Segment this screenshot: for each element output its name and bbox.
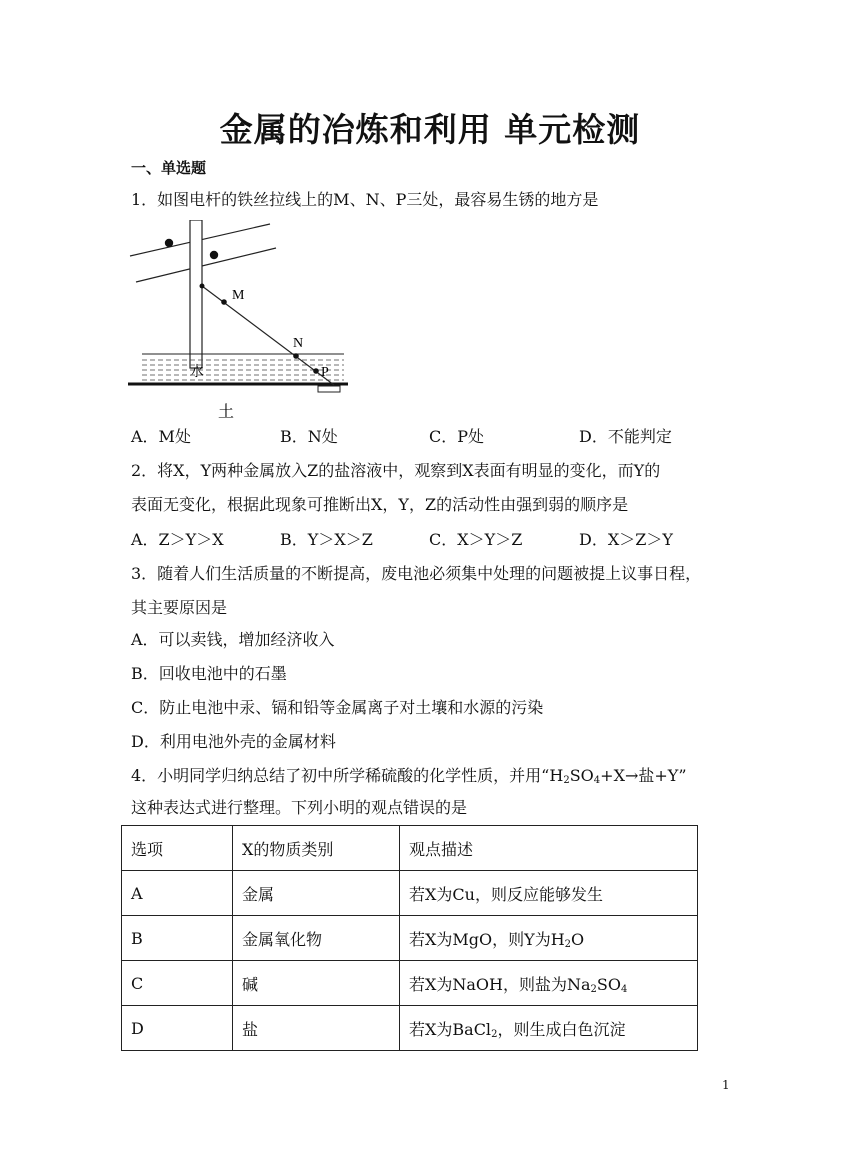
q2-option-c: C．X＞Y＞Z bbox=[429, 530, 523, 549]
header-category: X的物质类别 bbox=[233, 826, 400, 871]
label-soil: 土 bbox=[218, 402, 235, 420]
label-water: 水 bbox=[190, 364, 204, 380]
q1-pole-figure bbox=[128, 220, 368, 420]
q3-option-a: A．可以卖钱，增加经济收入 bbox=[131, 630, 335, 649]
cell-category: 金属 bbox=[233, 871, 400, 916]
q2-option-a: A．Z＞Y＞X bbox=[131, 530, 224, 549]
table-row bbox=[122, 871, 698, 916]
q2-option-d: D．X＞Z＞Y bbox=[579, 530, 673, 549]
cell-description: 若X为Cu，则反应能够发生 bbox=[400, 871, 698, 916]
q3-stem-line1: 3．随着人们生活质量的不断提高，废电池必须集中处理的问题被提上议事日程， bbox=[131, 564, 702, 583]
page-number: 1 bbox=[722, 1078, 730, 1092]
page-title: 金属的冶炼和利用 单元检测 bbox=[219, 110, 641, 149]
section-heading: 一、单选题 bbox=[131, 159, 207, 177]
cell-option: B bbox=[122, 916, 233, 961]
q3-option-d: D．利用电池外壳的金属材料 bbox=[131, 732, 336, 751]
q2-option-b: B．Y＞X＞Z bbox=[280, 530, 373, 549]
cell-description: 若X为MgO，则Y为$H_2O$ bbox=[400, 916, 698, 961]
q4-stem-line1: 4．小明同学归纳总结了初中所学稀硫酸的化学性质，并用“$H_2SO_4+X\to$盐+Y” bbox=[131, 766, 687, 786]
q1-option-d: D．不能判定 bbox=[579, 427, 672, 446]
q4-table bbox=[121, 825, 698, 1051]
cell-option: C bbox=[122, 961, 233, 1006]
q2-stem-line1: 2．将X，Y两种金属放入Z的盐溶液中，观察到X表面有明显的变化，而Y的 bbox=[131, 461, 661, 480]
header-description: 观点描述 bbox=[400, 826, 698, 871]
cell-option: D bbox=[122, 1006, 233, 1051]
q1-option-c: C．P处 bbox=[429, 427, 485, 446]
q3-option-b: B．回收电池中的石墨 bbox=[131, 664, 287, 683]
q1-option-b: B．N处 bbox=[280, 427, 338, 446]
label-m: M bbox=[232, 288, 245, 303]
cell-category: 金属氧化物 bbox=[233, 916, 400, 961]
table-row bbox=[122, 916, 698, 961]
cell-category: 碱 bbox=[233, 961, 400, 1006]
q1-stem: 1．如图电杆的铁丝拉线上的M、N、P三处，最容易生锈的地方是 bbox=[131, 190, 599, 209]
cell-category: 盐 bbox=[233, 1006, 400, 1051]
cell-description: 若X为BaCl$_2$，则生成白色沉淀 bbox=[400, 1006, 698, 1051]
cell-description: 若X为NaOH，则盐为$Na_2SO_4$ bbox=[400, 961, 698, 1006]
q1-option-a: A．M处 bbox=[131, 427, 191, 446]
table-header-row bbox=[122, 826, 698, 871]
q2-stem-line2: 表面无变化，根据此现象可推断出X，Y，Z的活动性由强到弱的顺序是 bbox=[131, 495, 629, 514]
header-option: 选项 bbox=[122, 826, 233, 871]
q4-stem-line2: 这种表达式进行整理。下列小明的观点错误的是 bbox=[131, 798, 468, 817]
table-row bbox=[122, 961, 698, 1006]
q3-option-c: C．防止电池中汞、镉和铅等金属离子对土壤和水源的污染 bbox=[131, 698, 544, 717]
label-p: P bbox=[321, 365, 329, 380]
table-row bbox=[122, 1006, 698, 1051]
label-n: N bbox=[293, 336, 304, 351]
cell-option: A bbox=[122, 871, 233, 916]
q3-stem-line2: 其主要原因是 bbox=[131, 598, 228, 617]
